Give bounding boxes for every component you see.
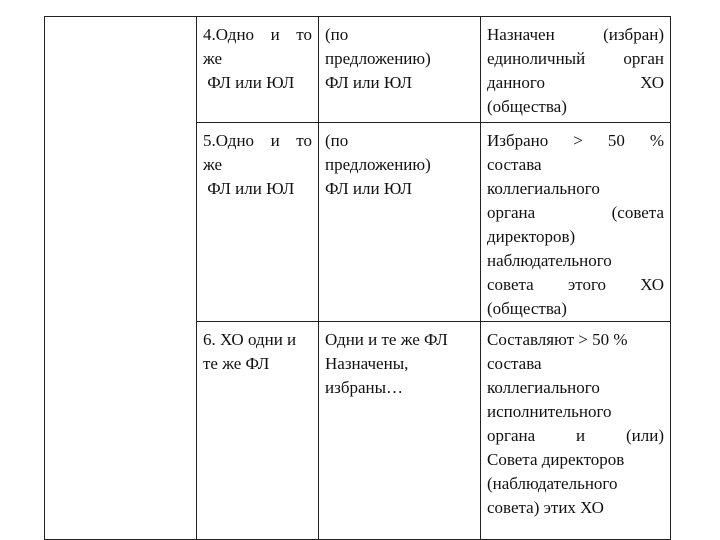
cell-text-line: ФЛ или ЮЛ [203,73,295,92]
cell-text-line: совета) этих ХО [487,498,604,517]
cell-text-line: 6. ХО одни и [203,330,297,349]
cell-text-line: данного ХО [487,73,664,92]
cell-text-line: (по [325,25,349,44]
document-table [44,16,671,540]
cell-text-line: избраны… [325,378,404,397]
table-cell-row6-col1 [197,322,319,540]
cell-text-line: наблюдательного [487,251,612,270]
table-cell-row5-col1 [197,123,319,322]
cell-text-line: ФЛ или ЮЛ [203,179,295,198]
cell-text-line: 5.Одно и то [203,131,312,150]
cell-text-line: коллегиального [487,378,600,397]
cell-text-line: предложению) [325,155,431,174]
cell-text-line: Одни и те же ФЛ [325,330,448,349]
cell-text-line: Избрано > 50 % [487,131,664,150]
cell-text-line: совета этого ХО [487,275,664,294]
table-cell-row6-col2 [319,322,481,540]
cell-text-line: (по [325,131,349,150]
cell-text-line: (общества) [487,97,567,116]
cell-text-line: те же ФЛ [203,354,270,373]
cell-text-line: (общества) [487,299,567,318]
cell-text-line: состава [487,354,542,373]
cell-text-line: предложению) [325,49,431,68]
table-row [45,17,671,123]
cell-text-line: единоличный орган [487,49,664,68]
table-cell-row4-col2 [319,17,481,123]
table-cell-row5-col2 [319,123,481,322]
table-cell-row5-col3 [481,123,671,322]
cell-text-line: ФЛ или ЮЛ [325,179,413,198]
cell-text-line: коллегиального [487,179,600,198]
cell-text-line: Совета директоров [487,450,625,469]
cell-text-line: директоров) [487,227,576,246]
table-cell-row4-col3 [481,17,671,123]
cell-text-line: 4.Одно и то [203,25,312,44]
cell-text-line: Назначены, [325,354,409,373]
cell-text-line: ФЛ или ЮЛ [325,73,413,92]
empty-left-column-cell [45,17,197,540]
cell-text-line: же [203,155,223,174]
table-cell-row6-col3 [481,322,671,540]
cell-text-line: Назначен (избран) [487,25,664,44]
cell-text-line: органа и (или) [487,426,664,445]
cell-text-line: состава [487,155,542,174]
cell-text-line: (наблюдательного [487,474,618,493]
cell-text-line: же [203,49,223,68]
cell-text-line: органа (совета [487,203,664,222]
table-cell-row4-col1 [197,17,319,123]
cell-text-line: исполнительного [487,402,612,421]
cell-text-line: Составляют > 50 % [487,330,628,349]
